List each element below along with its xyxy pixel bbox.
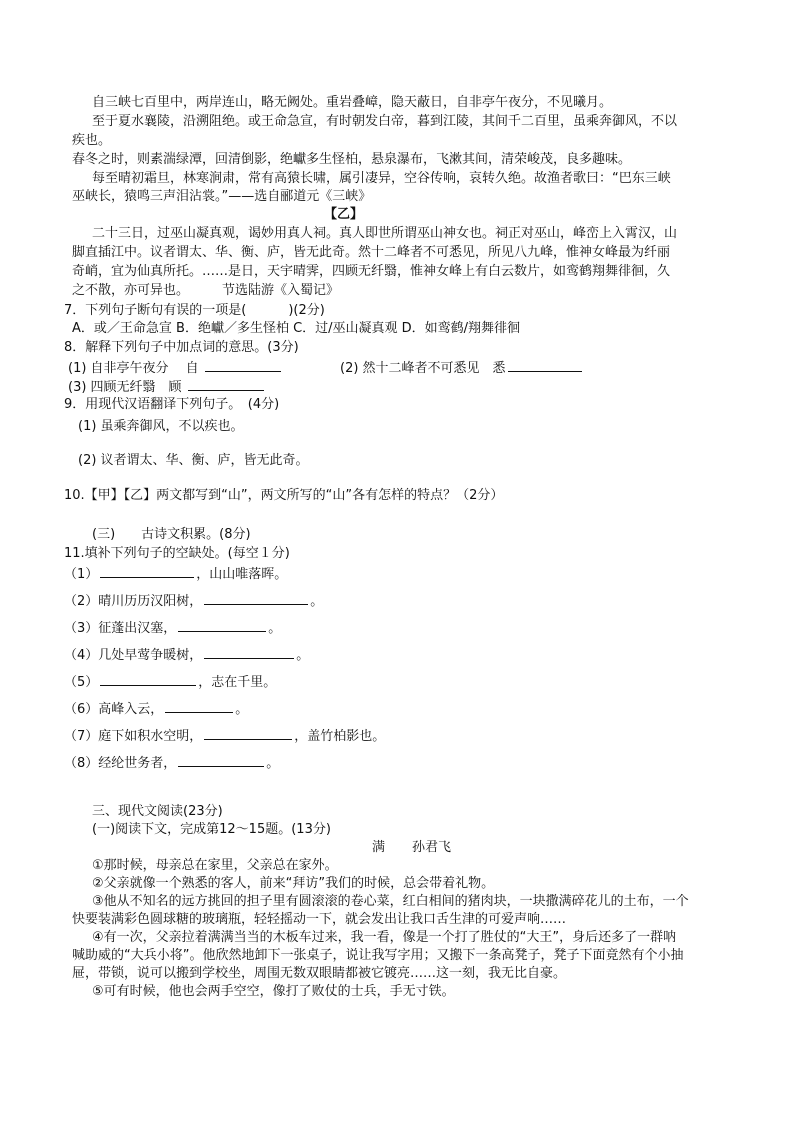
question-8-item-3-text: (3) 四顾无纤翳 顾 xyxy=(68,380,182,395)
article-paragraph-3-cont: 快要装满彩色圆球糖的玻璃瓶，轻轻摇动一下，就会发出让我口舌生津的可爱声响…… xyxy=(72,912,567,927)
fill-in-blank[interactable] xyxy=(204,591,308,605)
fill-in-item-prefix: 晴川历历汉阳树， xyxy=(98,594,203,609)
question-8-item-1 xyxy=(68,358,283,378)
article-paragraph-2: ②父亲就像一个熟悉的客人，前来“拜访”我们的时候，总会带着礼物。 xyxy=(92,876,495,891)
question-9-stem: 9．用现代汉语翻译下列句子。 (4分) xyxy=(64,397,280,412)
yi-source: 节选陆游《入蜀记》 xyxy=(222,283,340,298)
jia-paragraph-2-cont: 疾也。 xyxy=(72,133,112,148)
question-11-stem: 11.填补下列句子的空缺处。(每空１分) xyxy=(64,546,290,561)
article-paragraph-4: ④有一次，父亲拉着满满当当的木板车过来，我一看，像是一个打了胜仗的“大王”，身后还多了一群呐 xyxy=(92,930,677,945)
yi-paragraph-line-2: 脚直插江中。议者谓太、华、衡、庐，皆无此奇。然十二峰者不可悉见，所见八九峰，惟神女峰最为纤丽 xyxy=(72,245,671,260)
fill-in-item xyxy=(64,564,287,584)
fill-in-item-number: （3） xyxy=(64,621,99,636)
article-title: 满 xyxy=(372,840,386,855)
fill-in-item-number: （4） xyxy=(64,648,99,663)
fill-in-item-suffix: 。 xyxy=(235,702,249,717)
question-7-answer-blank[interactable] xyxy=(248,301,286,314)
section-3-heading: (三) 古诗文积累。(8分) xyxy=(92,527,251,542)
question-9-item-1: (1) 虽乘奔御风，不以疾也。 xyxy=(78,419,244,434)
fill-in-item-number: （7） xyxy=(64,729,99,744)
article-paragraph-4-cont-1: 喊助威的“大兵小将”。他欣然地卸下一张桌子，说让我写字用；又搬下一条高凳子，凳子下面竟然有个小抽 xyxy=(72,948,684,963)
yi-heading: 【乙】 xyxy=(324,207,364,222)
question-8-item-2 xyxy=(340,358,584,378)
fill-in-item xyxy=(64,645,309,665)
question-8-blank-2[interactable] xyxy=(508,358,582,372)
fill-in-item xyxy=(64,726,385,746)
fill-in-blank[interactable] xyxy=(204,645,294,659)
fill-in-item-suffix: 。 xyxy=(296,648,310,663)
modern-reading-subheading: (一)阅读下文，完成第12～15题。(13分) xyxy=(92,822,331,837)
fill-in-item-suffix: 。 xyxy=(310,594,324,609)
fill-in-item-suffix: ，山山唯落晖。 xyxy=(196,567,288,582)
jia-paragraph-4-cont: 巫峡长，猿鸣三声泪沾裳。”——选自郦道元《三峡》 xyxy=(72,189,372,204)
question-8-stem: 8．解释下列句子中加点词的意思。(3分) xyxy=(64,340,299,355)
question-7 xyxy=(64,301,325,320)
fill-in-item-number: （1） xyxy=(64,567,99,582)
fill-in-item-number: （2） xyxy=(64,594,99,609)
article-author: 孙君飞 xyxy=(412,840,452,855)
article-paragraph-4-cont-2: 屉，带锁，说可以搬到学校坐，周围无数双眼睛都被它镀亮……这一刻，我无比自豪。 xyxy=(72,966,567,981)
fill-in-blank[interactable] xyxy=(100,672,196,686)
fill-in-item xyxy=(64,618,281,638)
fill-in-item-prefix: 几处早莺争暖树， xyxy=(98,648,203,663)
modern-reading-heading: 三、现代文阅读(23分) xyxy=(92,804,223,819)
fill-in-blank[interactable] xyxy=(178,753,264,767)
question-7-stem-end: )(2分) xyxy=(288,303,325,318)
fill-in-blank[interactable] xyxy=(165,699,233,713)
question-8-item-3 xyxy=(68,377,266,397)
fill-in-item-number: （8） xyxy=(64,756,99,771)
fill-in-blank[interactable] xyxy=(100,564,194,578)
fill-in-blank[interactable] xyxy=(204,726,292,740)
fill-in-item-prefix: 高峰入云， xyxy=(98,702,164,717)
article-paragraph-3: ③他从不知名的远方挑回的担子里有圆滚滚的卷心菜，红白相间的猪肉块，一块撒满碎花儿的土布，一个 xyxy=(92,894,689,909)
question-10: 10.【甲】【乙】两文都写到“山”，两文所写的“山”各有怎样的特点？（2分） xyxy=(64,488,504,503)
fill-in-item xyxy=(64,753,279,773)
fill-in-item-number: （6） xyxy=(64,702,99,717)
fill-in-item xyxy=(64,591,323,611)
fill-in-item-suffix: ，志在千里。 xyxy=(198,675,277,690)
question-7-stem: 7．下列句子断句有误的一项是( xyxy=(64,303,247,318)
question-8-item-2-text: (2) 然十二峰者不可悉见 悉 xyxy=(340,361,506,376)
fill-in-item-prefix: 征蓬出汉塞， xyxy=(98,621,177,636)
question-8-blank-3[interactable] xyxy=(188,377,264,391)
yi-paragraph-line-1: 二十三日，过巫山凝真观，谒妙用真人祠。真人即世所谓巫山神女也。祠正对巫山，峰峦上入霄汉，山 xyxy=(92,226,678,241)
fill-in-item-prefix: 经纶世务者， xyxy=(98,756,177,771)
jia-paragraph-3: 春冬之时，则素湍绿潭，回清倒影，绝巘多生怪柏，悬泉瀑布，飞漱其间，清荣峻茂，良多趣味。 xyxy=(72,152,632,167)
question-9-item-2: (2) 议者谓太、华、衡、庐，皆无此奇。 xyxy=(78,453,309,468)
fill-in-item-suffix: 。 xyxy=(268,621,282,636)
article-paragraph-5: ⑤可有时候，他也会两手空空，像打了败仗的士兵，手无寸铁。 xyxy=(92,984,455,999)
fill-in-item xyxy=(64,672,276,692)
fill-in-item-suffix: ，盖竹柏影也。 xyxy=(294,729,386,744)
jia-paragraph-2: 至于夏水襄陵，沿溯阻绝。或王命急宣，有时朝发白帝，暮到江陵，其间千二百里，虽乘奔御风，不以 xyxy=(92,114,678,129)
article-paragraph-1: ①那时候，母亲总在家里，父亲总在家外。 xyxy=(92,858,338,873)
fill-in-item xyxy=(64,699,248,719)
yi-paragraph-line-3: 奇峭，宜为仙真所托。……是日，天宇晴霁，四顾无纤翳，惟神女峰上有白云数片，如鸾鹤翔舞徘徊，久 xyxy=(72,264,671,279)
fill-in-blank[interactable] xyxy=(178,618,266,632)
jia-paragraph-4: 每至晴初霜旦，林寒涧肃，常有高猿长啸，属引凄异，空谷传响，哀转久绝。故渔者歌曰：“巴东三峡 xyxy=(92,171,671,186)
question-7-options: A．或／王命急宣 B．绝巘／多生怪柏 C．过/巫山凝真观 D．如鸾鹤/翔舞徘徊 xyxy=(72,321,521,336)
question-8-blank-1[interactable] xyxy=(205,358,281,372)
fill-in-item-number: （5） xyxy=(64,675,99,690)
fill-in-item-prefix: 庭下如积水空明， xyxy=(98,729,203,744)
jia-paragraph-1: 自三峡七百里中，两岸连山，略无阙处。重岩叠嶂，隐天蔽日，自非亭午夜分，不见曦月。 xyxy=(92,95,613,110)
fill-in-item-suffix: 。 xyxy=(266,756,280,771)
yi-paragraph-line-4: 之不散，亦可异也。 xyxy=(72,283,190,298)
question-8-item-1-text: (1) 自非亭午夜分 自 xyxy=(68,361,199,376)
